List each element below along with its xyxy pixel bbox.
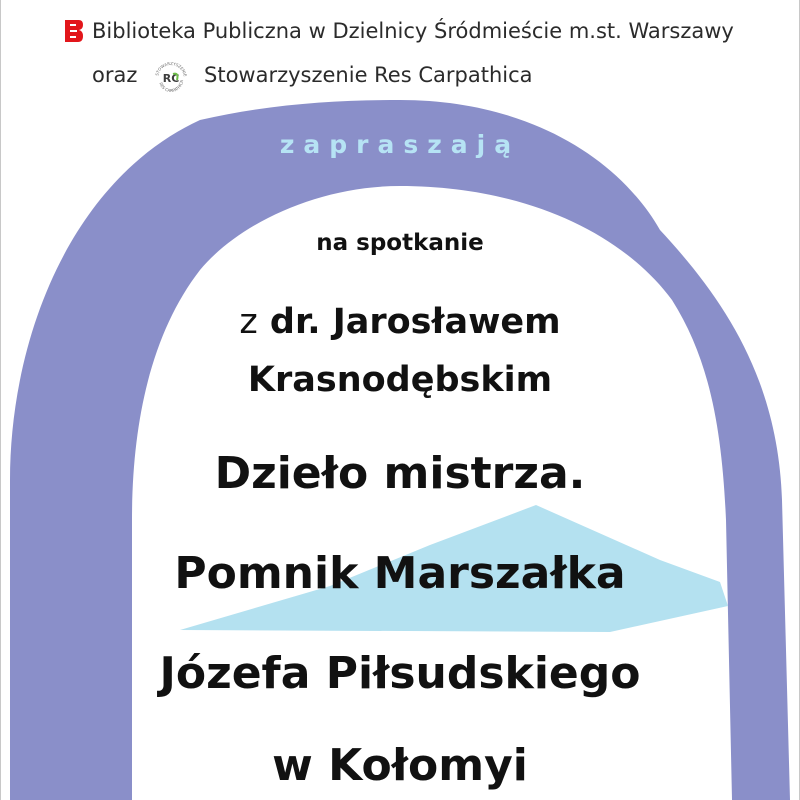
conjunction-text: oraz (92, 63, 138, 87)
event-title-line-1: Dzieło mistrza. (214, 448, 586, 499)
speaker-line-1 (0, 302, 800, 342)
speaker-prefix: z (239, 302, 258, 342)
event-title-line-2: Pomnik Marszałka (174, 548, 626, 599)
event-title-line-3: Józefa Piłsudskiego (159, 648, 641, 699)
library-name: Biblioteka Publiczna w Dzielnicy Śródmieście m.st. Warszawy (92, 19, 734, 43)
svg-text:STOWARZYSZENIE: STOWARZYSZENIE (154, 60, 188, 77)
speaker-name: dr. Jarosławem (269, 302, 561, 342)
event-title-line-4: w Kołomyi (272, 740, 528, 791)
association-name: Stowarzyszenie Res Carpathica (204, 63, 533, 87)
speaker-line-2: Krasnodębskim (247, 360, 553, 400)
meeting-label: na spotkanie (316, 230, 484, 256)
svg-text:RES CARPATHICA: RES CARPATHICA (158, 79, 185, 94)
svg-text:RC: RC (162, 72, 180, 85)
invitation-text: zapraszają (279, 130, 521, 159)
